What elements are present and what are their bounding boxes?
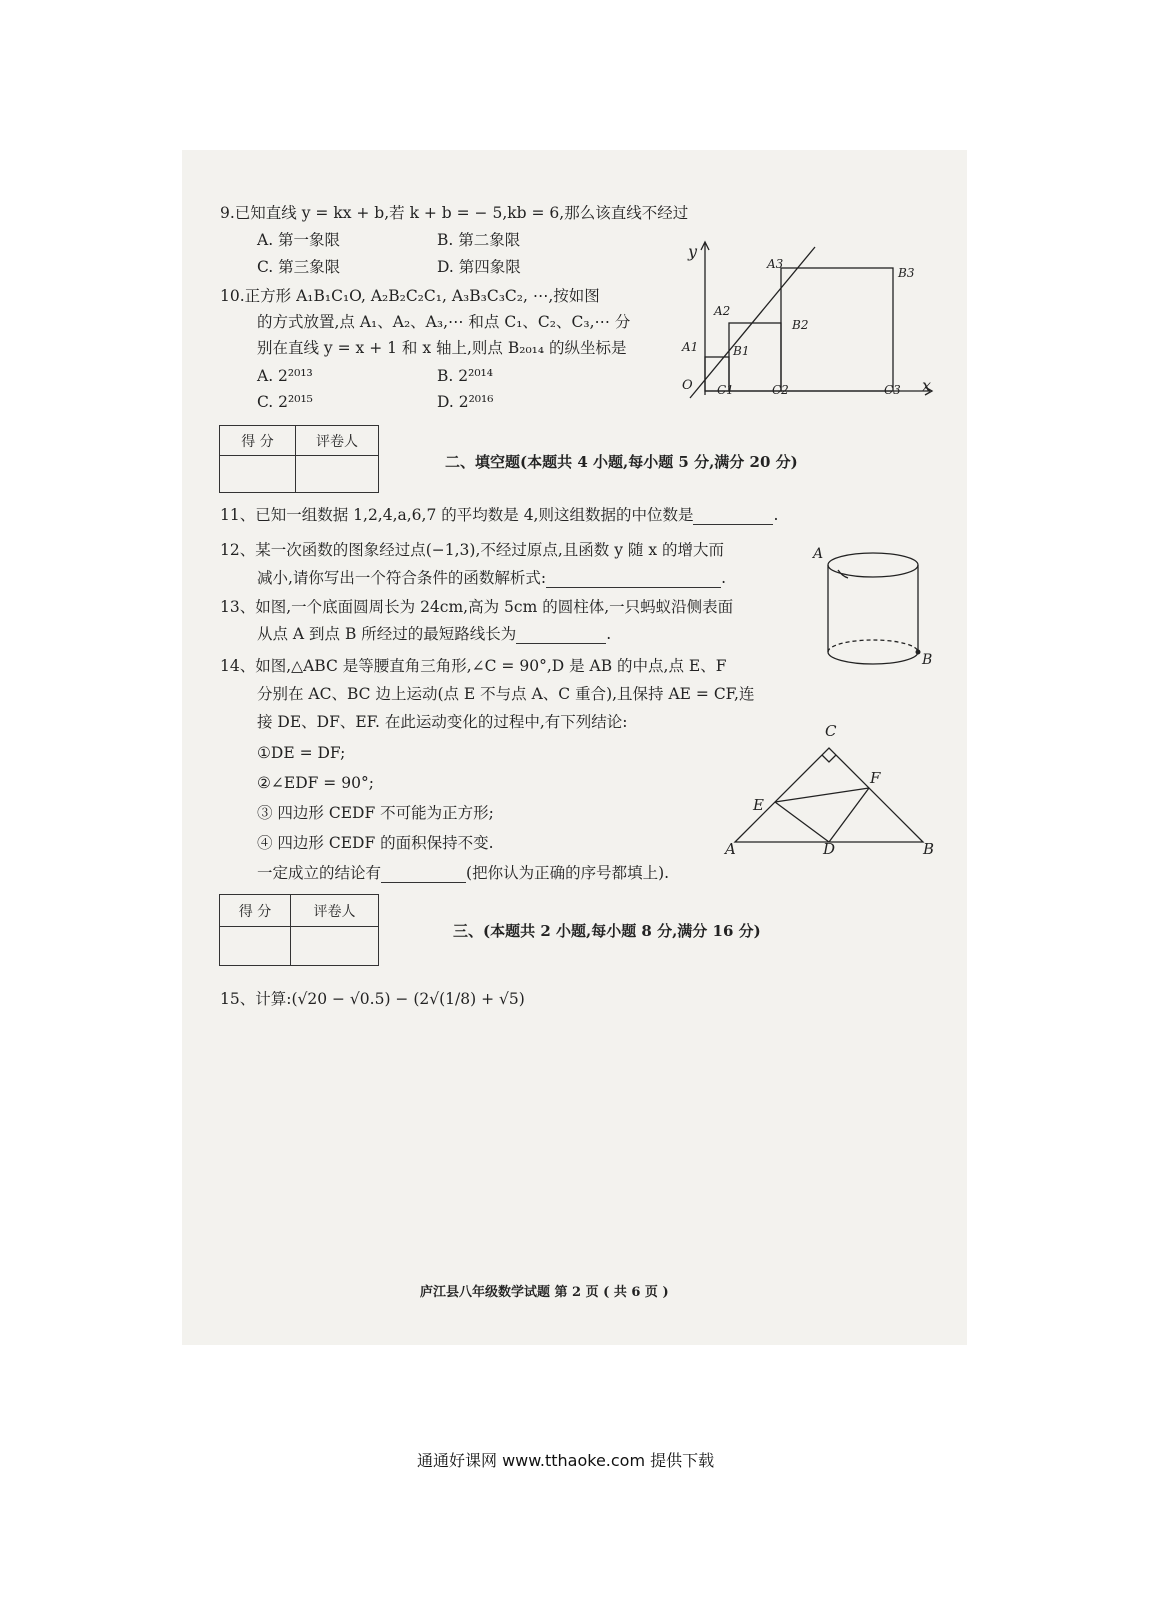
q10-option-b: B. 2²⁰¹⁴ — [437, 367, 493, 385]
fig-label-a1: A1 — [682, 340, 699, 354]
fig-label-c2: C2 — [772, 383, 789, 397]
fig-label-b1: B1 — [733, 344, 750, 358]
score-box-section-2 — [219, 425, 379, 493]
q9-option-b: B. 第二象限 — [437, 231, 521, 249]
section-2-title: 二、填空题(本题共 4 小题,每小题 5 分,满分 20 分) — [445, 453, 798, 471]
grader-label: 评卷人 — [291, 895, 379, 927]
q11-text: 11、已知一组数据 1,2,4,a,6,7 的平均数是 4,则这组数据的中位数是 . — [220, 506, 779, 524]
tri-label-e: E — [753, 796, 764, 814]
fig-label-a2: A2 — [714, 304, 731, 318]
q10-option-c: C. 2²⁰¹⁵ — [257, 393, 313, 411]
grader-label: 评卷人 — [296, 426, 379, 456]
q9-option-d: D. 第四象限 — [437, 258, 521, 276]
q12-answer-blank[interactable] — [546, 571, 721, 588]
tri-label-c: C — [825, 722, 837, 740]
q11-answer-blank[interactable] — [693, 508, 773, 525]
score-cell[interactable] — [220, 927, 291, 966]
q14-conclusion-4: ④ 四边形 CEDF 的面积保持不变. — [257, 834, 494, 852]
fig-label-c3: C3 — [884, 383, 901, 397]
tri-label-a: A — [725, 840, 736, 858]
q14-line-1: 14、如图,△ABC 是等腰直角三角形,∠C = 90°,D 是 AB 的中点,点 E、F — [220, 657, 727, 675]
segment-ef — [775, 788, 869, 802]
score-box-section-3 — [219, 894, 379, 966]
q14-conclusion-3: ③ 四边形 CEDF 不可能为正方形; — [257, 804, 494, 822]
score-cell[interactable] — [220, 456, 296, 493]
fig-label-o: O — [682, 378, 693, 393]
q9-stem: 9.已知直线 y = kx + b,若 k + b = − 5,kb = 6,那么该直线不经过 — [220, 204, 689, 222]
score-label: 得 分 — [220, 895, 291, 927]
cylinder-bottom-back — [828, 640, 918, 652]
fig-label-x: x — [922, 376, 932, 395]
q10-line-2: 的方式放置,点 A₁、A₂、A₃,⋯ 和点 C₁、C₂、C₃,⋯ 分 — [257, 313, 631, 331]
fig-label-c1: C1 — [717, 383, 734, 397]
q14-conclusion-1: ①DE = DF; — [257, 744, 346, 762]
q14-answer-line: 一定成立的结论有 (把你认为正确的序号都填上). — [257, 864, 670, 882]
q10-line-3: 别在直线 y = x + 1 和 x 轴上,则点 B₂₀₁₄ 的纵坐标是 — [257, 339, 627, 357]
grader-cell[interactable] — [296, 456, 379, 493]
q12-line-1: 12、某一次函数的图象经过点(−1,3),不经过原点,且函数 y 随 x 的增大而 — [220, 541, 725, 559]
q13-answer-blank[interactable] — [516, 627, 606, 644]
q13-line-2: 从点 A 到点 B 所经过的最短路线长为 . — [257, 625, 612, 643]
q12-line-2: 减小,请你写出一个符合条件的函数解析式: . — [257, 569, 727, 587]
q9-option-c: C. 第三象限 — [257, 258, 341, 276]
q14-line-3: 接 DE、DF、EF. 在此运动变化的过程中,有下列结论: — [257, 713, 628, 731]
point-b-dot — [916, 650, 921, 655]
score-label: 得 分 — [220, 426, 296, 456]
q13-cylinder-figure — [808, 540, 938, 670]
q14-conclusion-2: ②∠EDF = 90°; — [257, 774, 374, 792]
tri-label-d: D — [823, 840, 836, 858]
tri-label-b: B — [923, 840, 935, 858]
segment-de — [775, 802, 829, 842]
fig-label-y: y — [688, 242, 698, 261]
q14-line-2: 分别在 AC、BC 边上运动(点 E 不与点 A、C 重合),且保持 AE = CF,连 — [257, 685, 755, 703]
cylinder-label-b: B — [922, 652, 933, 668]
cylinder-label-a: A — [813, 546, 824, 562]
q10-squares-figure — [670, 235, 940, 395]
fig-label-a3: A3 — [767, 257, 784, 271]
segment-df — [829, 788, 869, 842]
download-note: 通通好课网 www.tthaoke.com 提供下载 — [417, 1451, 715, 1470]
page-footer: 庐江县八年级数学试题 第 2 页 ( 共 6 页 ) — [420, 1285, 669, 1300]
q14-triangle-figure — [725, 720, 940, 858]
section-3-title: 三、(本题共 2 小题,每小题 8 分,满分 16 分) — [453, 922, 761, 940]
q14-answer-blank[interactable] — [381, 866, 466, 883]
fig-label-b3: B3 — [898, 266, 915, 280]
right-angle-mark — [822, 755, 836, 762]
q9-option-a: A. 第一象限 — [257, 231, 341, 249]
grader-cell[interactable] — [291, 927, 379, 966]
q10-option-a: A. 2²⁰¹³ — [257, 367, 313, 385]
fig-label-b2: B2 — [792, 318, 809, 332]
q13-line-1: 13、如图,一个底面圆周长为 24cm,高为 5cm 的圆柱体,一只蚂蚁沿侧表面 — [220, 598, 734, 616]
q10-line-1: 10.正方形 A₁B₁C₁O, A₂B₂C₂C₁, A₃B₃C₃C₂, ⋯,按如图 — [220, 287, 600, 305]
q10-option-d: D. 2²⁰¹⁶ — [437, 393, 494, 411]
cylinder-bottom-front — [828, 652, 918, 664]
q15-text: 15、计算:(√20 − √0.5) − (2√(1/8) + √5) — [220, 990, 525, 1008]
tri-label-f: F — [870, 769, 881, 787]
